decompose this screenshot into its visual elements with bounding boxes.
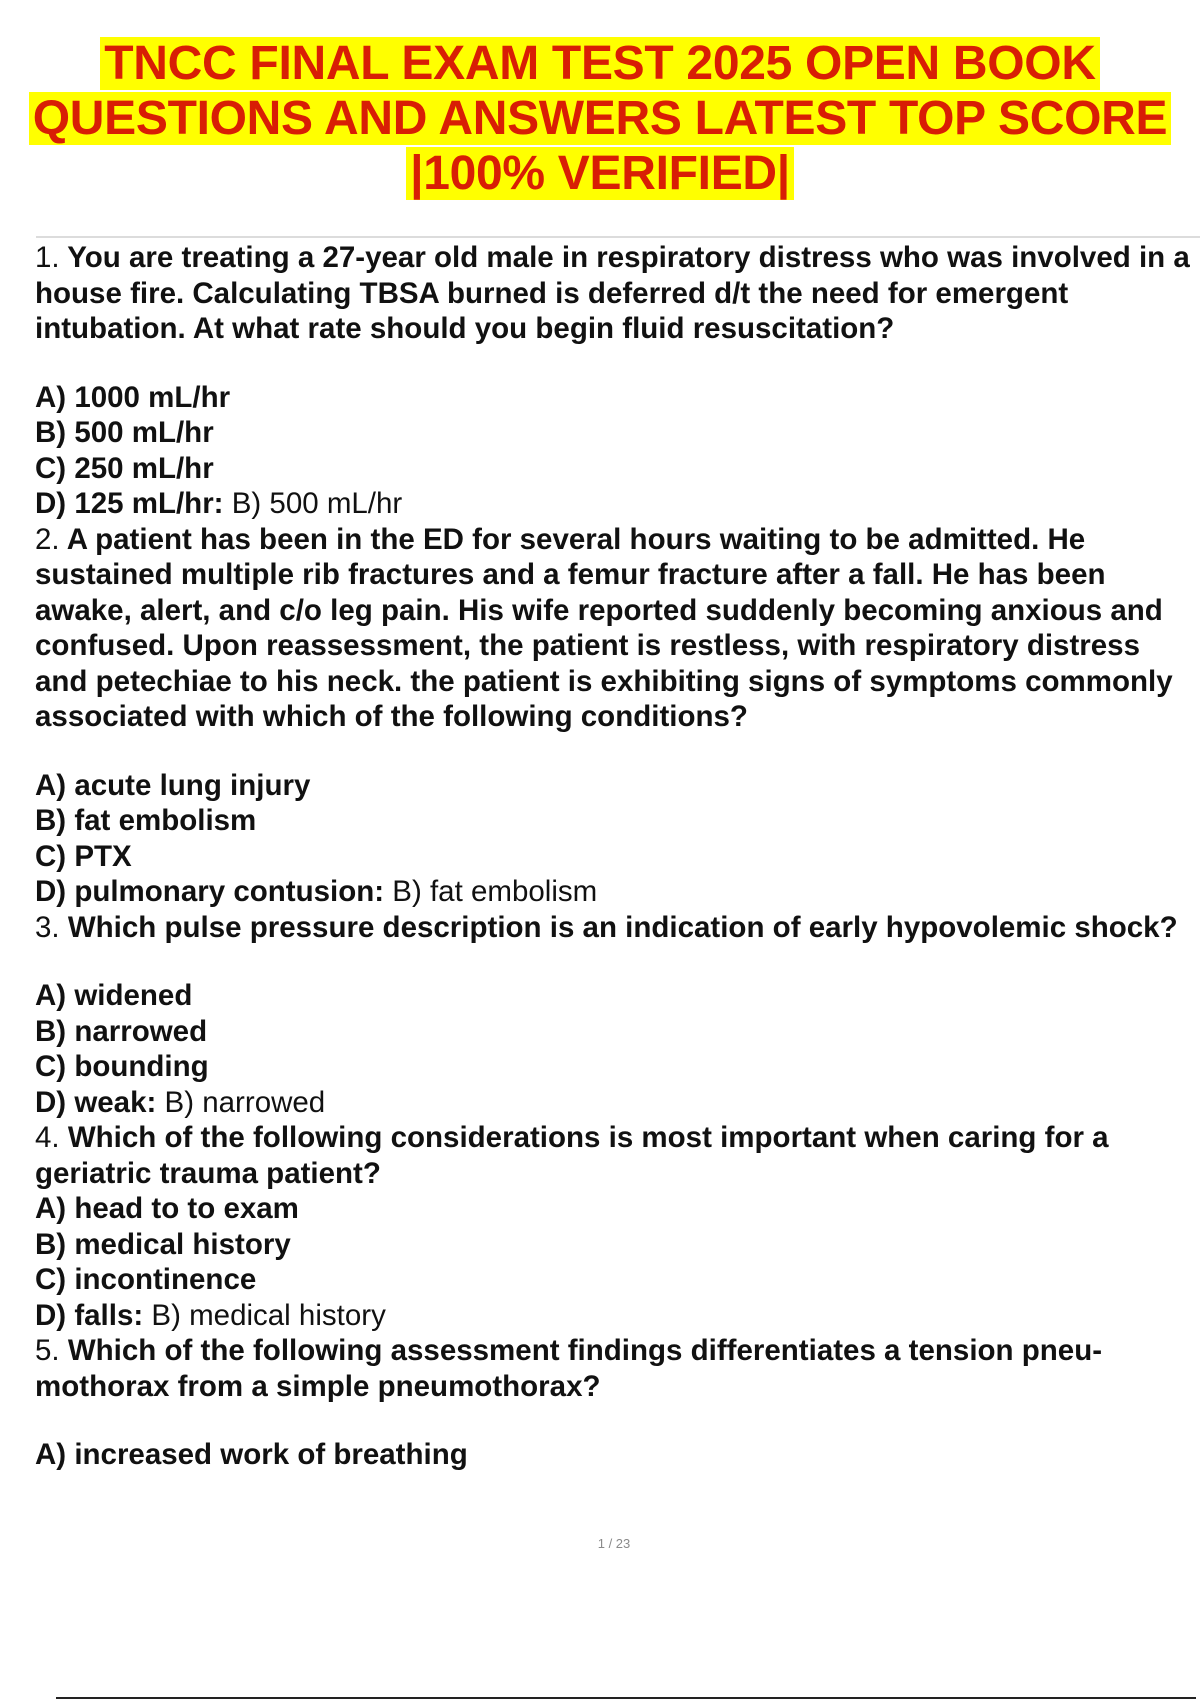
question-4-number: 4. [35, 1121, 60, 1154]
question-1-number: 1. [35, 241, 60, 274]
question-2-option-b: B) fat embolism [35, 804, 257, 837]
question-5-option-a: A) increased work of breathing [35, 1438, 468, 1471]
bottom-rule [56, 1697, 1196, 1699]
question-1-answer: B) 500 mL/hr [231, 487, 403, 520]
question-3-answer: B) narrowed [164, 1085, 326, 1119]
question-4-option-d: D) falls: B) medical history [35, 1298, 386, 1332]
question-4-option-a: A) head to to exam [35, 1192, 299, 1225]
question-4-answer: B) medical history [151, 1298, 386, 1332]
question-5-number: 5. [35, 1334, 60, 1367]
question-2-option-c: C) PTX [35, 839, 132, 873]
question-2-text: 2. A patient has been in the ED for several hours waiting to be admitted. He sustained multiple rib fractures and a femur fracture after a fall. He has been awake, alert, and c/o leg pain. His wife reported suddenly becoming anxious and confused. Upon reassessment, the patient is restless, with respiratory distress and petechiae to his neck. the patient is exhibiting signs of symptoms commonly associated with which of the following conditions? [35, 522, 1173, 733]
question-3-text: 3. Which pulse pressure description is an indication of early hypovolemic shock? [35, 910, 1178, 944]
question-4-option-b: B) medical history [35, 1227, 291, 1261]
title-line-3: |100% VERIFIED| [0, 146, 1200, 201]
question-1-option-d: D) 125 mL/hr: B) 500 mL/hr [35, 487, 403, 520]
question-2-answer: B) fat embolism [392, 875, 598, 908]
page-number: 1 / 23 [597, 1536, 631, 1551]
title-line-2: QUESTIONS AND ANSWERS LATEST TOP SCORE [0, 91, 1200, 146]
question-3-option-c: C) bounding [35, 1050, 209, 1083]
question-1-option-a: A) 1000 mL/hr [35, 380, 231, 414]
question-3-option-b: B) narrowed [35, 1014, 208, 1048]
question-4-text: 4. Which of the following considerations is most important when caring for a geriatric trauma patient? [35, 1121, 1109, 1190]
question-1-text: 1. You are treating a 27-year old male in respiratory distress who was involved in a house fire. Calculating TBSA burned is deferred d/t the need for emergent intubation. At what rate should you begin fluid resuscitation? [35, 241, 1190, 345]
question-1-option-b: B) 500 mL/hr [35, 416, 214, 449]
question-1-option-c: C) 250 mL/hr [35, 451, 214, 485]
question-2-option-a: A) acute lung injury [35, 768, 311, 802]
question-2-number: 2. [35, 522, 60, 556]
question-3-option-d: D) weak: B) narrowed [35, 1085, 326, 1119]
document-title [0, 36, 1200, 201]
question-3-option-a: A) widened [35, 979, 193, 1012]
question-5-text: 5. Which of the following assessment findings differentiates a tension pneu- mothorax from a simple pneumothorax? [35, 1334, 1103, 1403]
question-2-option-d: D) pulmonary contusion: B) fat embolism [35, 875, 598, 908]
title-divider [36, 236, 1200, 238]
title-line-1: TNCC FINAL EXAM TEST 2025 OPEN BOOK [0, 36, 1200, 91]
question-4-option-c: C) incontinence [35, 1263, 257, 1296]
question-list [35, 240, 1200, 1473]
question-3-number: 3. [35, 910, 60, 944]
